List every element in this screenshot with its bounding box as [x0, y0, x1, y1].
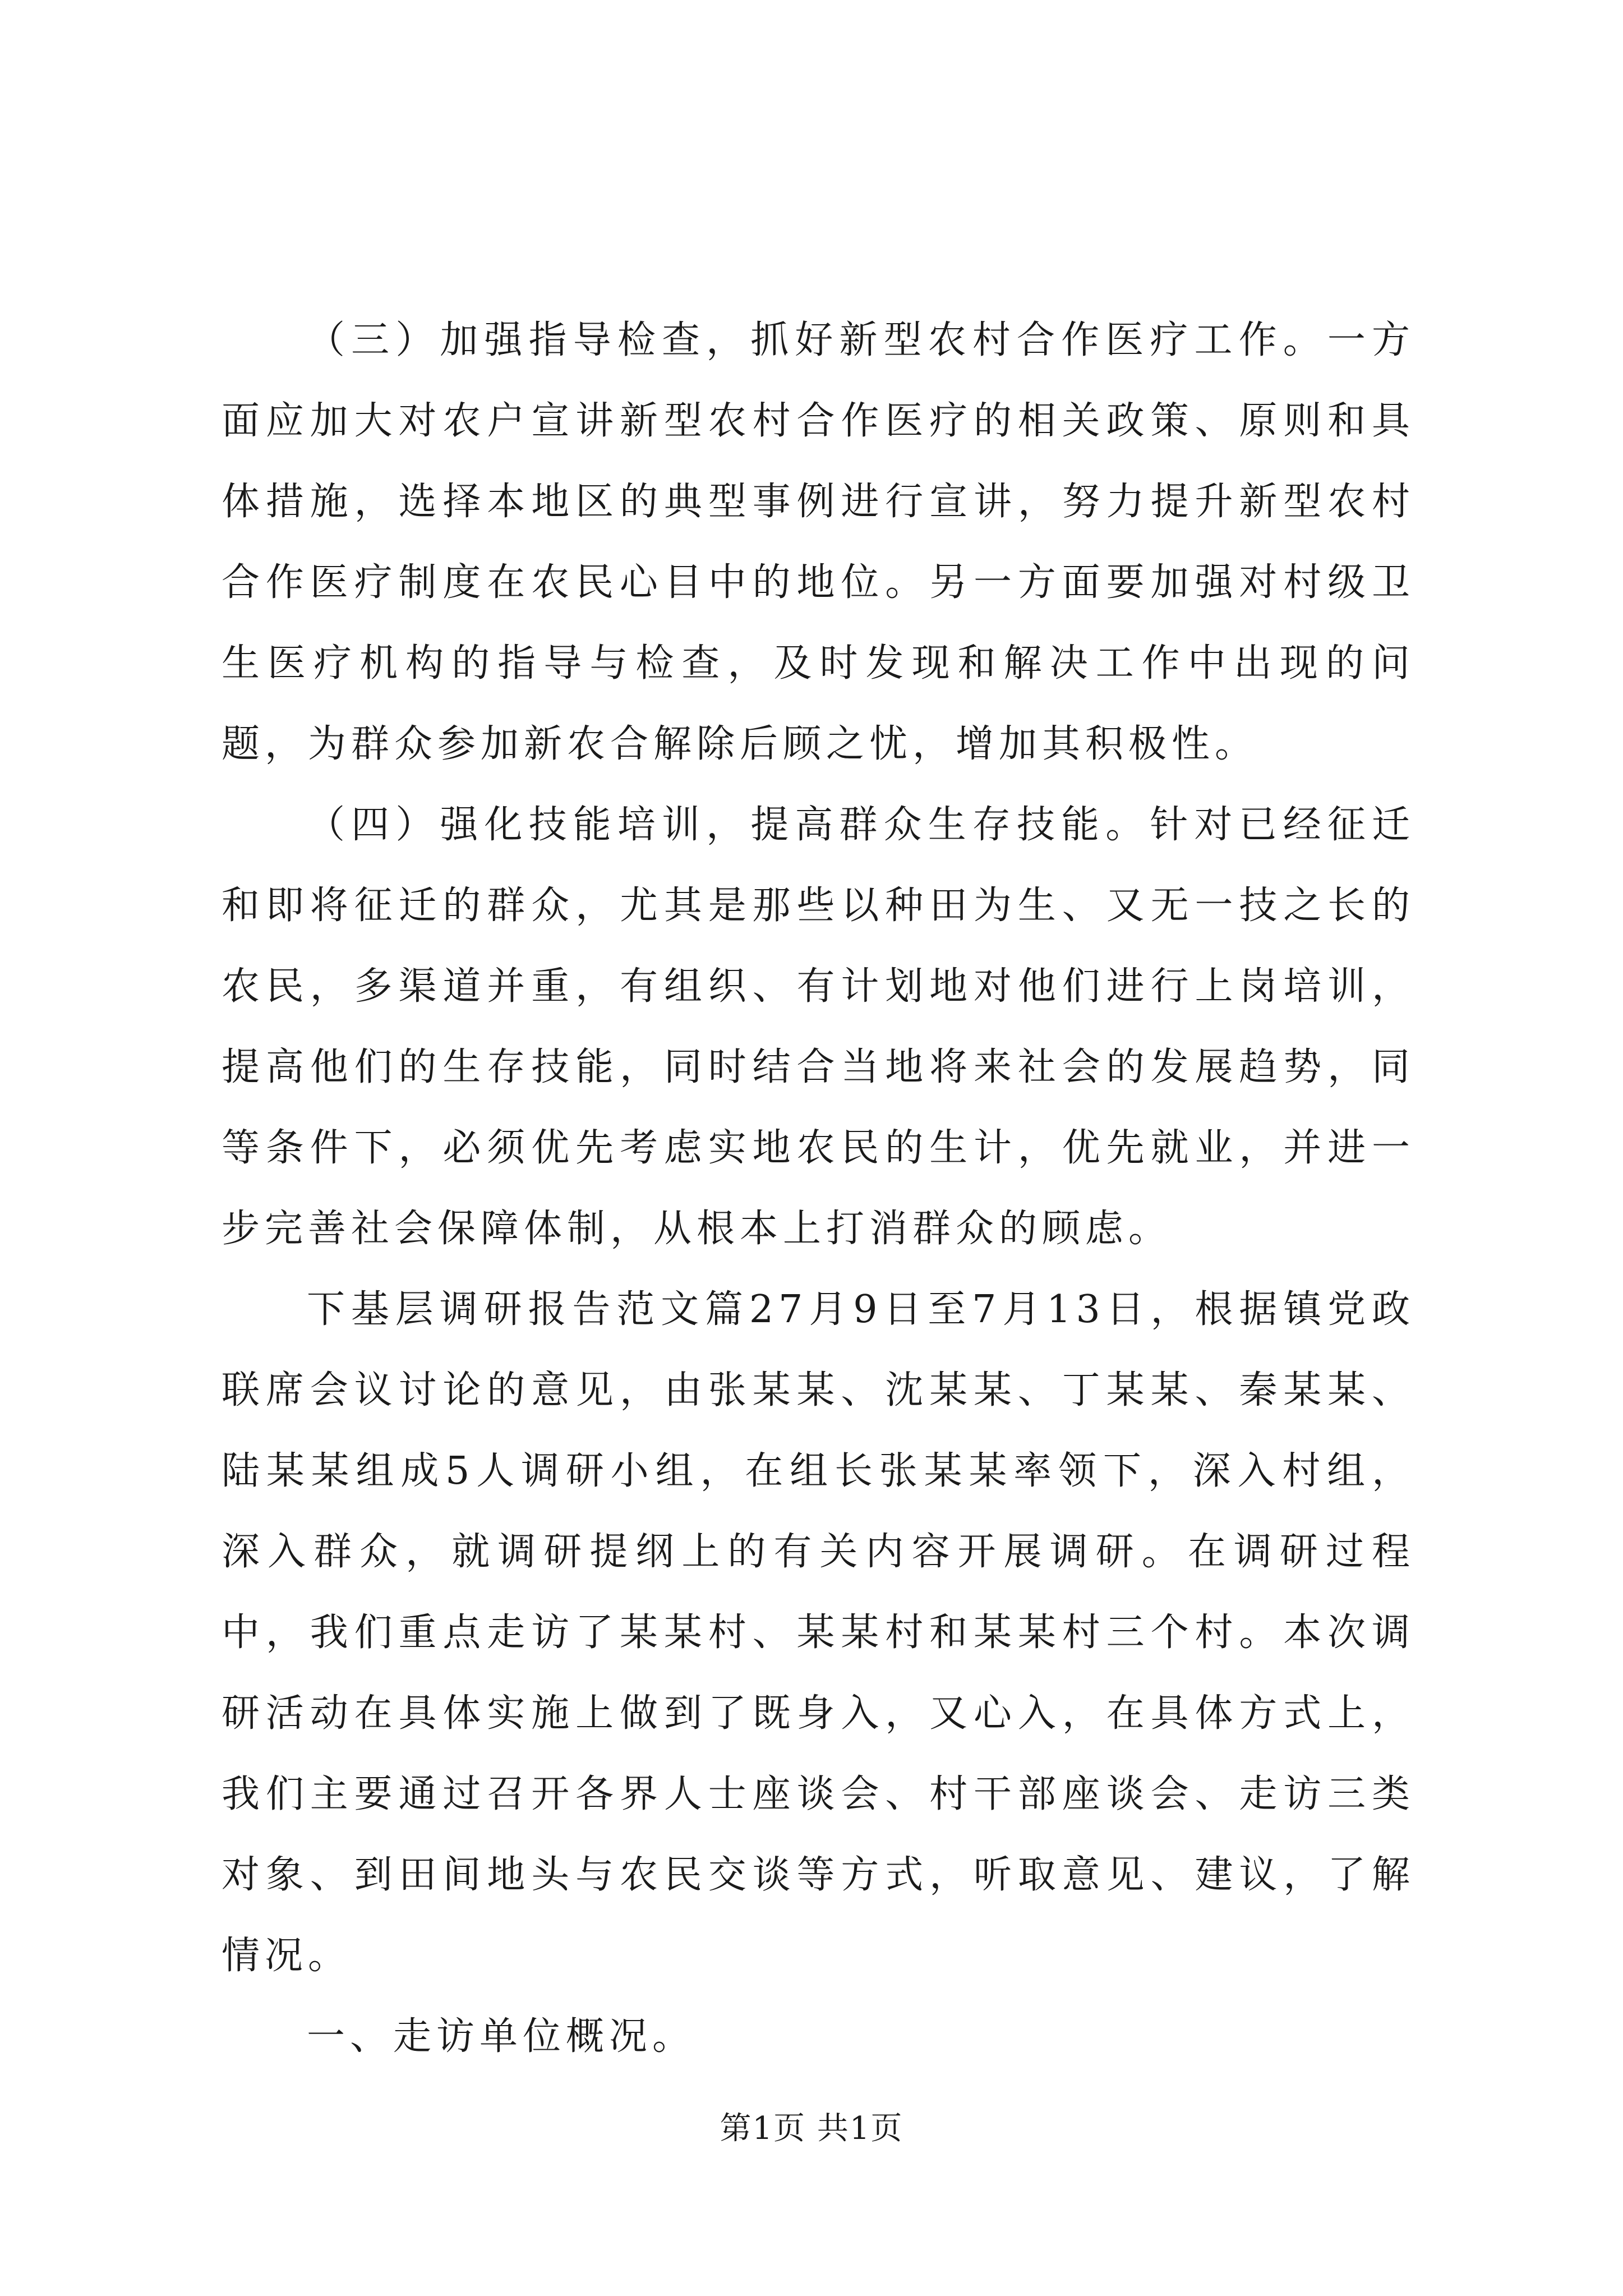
page-footer	[0, 2109, 1623, 2148]
document-body	[222, 300, 1415, 2059]
paragraph-heading-one: 一、走访单位概况。	[307, 2014, 696, 2059]
page-number-label: 第1页 共1页	[720, 2110, 903, 2147]
paragraph-section-three: （三）加强指导检查，抓好新型农村合作医疗工作。一方面应加大对农户宣讲新型农村合作医疗的相关政策、原则和具体措施，选择本地区的典型事例进行宣讲，努力提升新型农村合作医疗制度在农民心目中的地位。另一方面要加强对村级卫生医疗机构的指导与检查，及时发现和解决工作中出现的问题，为群众参加新农合解除后顾之忧，增加其积极性。	[222, 318, 1415, 766]
paragraph-section-four: （四）强化技能培训，提高群众生存技能。针对已经征迁和即将征迁的群众，尤其是那些以种田为生、又无一技之长的农民，多渠道并重，有组织、有计划地对他们进行上岗培训，提高他们的生存技能，同时结合当地将来社会的发展趋势，同等条件下，必须优先考虑实地农民的生计，优先就业，并进一步完善社会保障体制，从根本上打消群众的顾虑。	[222, 803, 1415, 1251]
paragraph-report-intro: 下基层调研报告范文篇27月9日至7月13日，根据镇党政联席会议讨论的意见，由张某某、沈某某、丁某某、秦某某、陆某某组成5人调研小组，在组长张某某率领下，深入村组，深入群众，就调研提纲上的有关内容开展调研。在调研过程中，我们重点走访了某某村、某某村和某某村三个村。本次调研活动在具体实施上做到了既身入，又心入，在具体方式上，我们主要通过召开各界人士座谈会、村干部座谈会、走访三类对象、到田间地头与农民交谈等方式，听取意见、建议，了解情况。	[222, 1287, 1415, 1978]
